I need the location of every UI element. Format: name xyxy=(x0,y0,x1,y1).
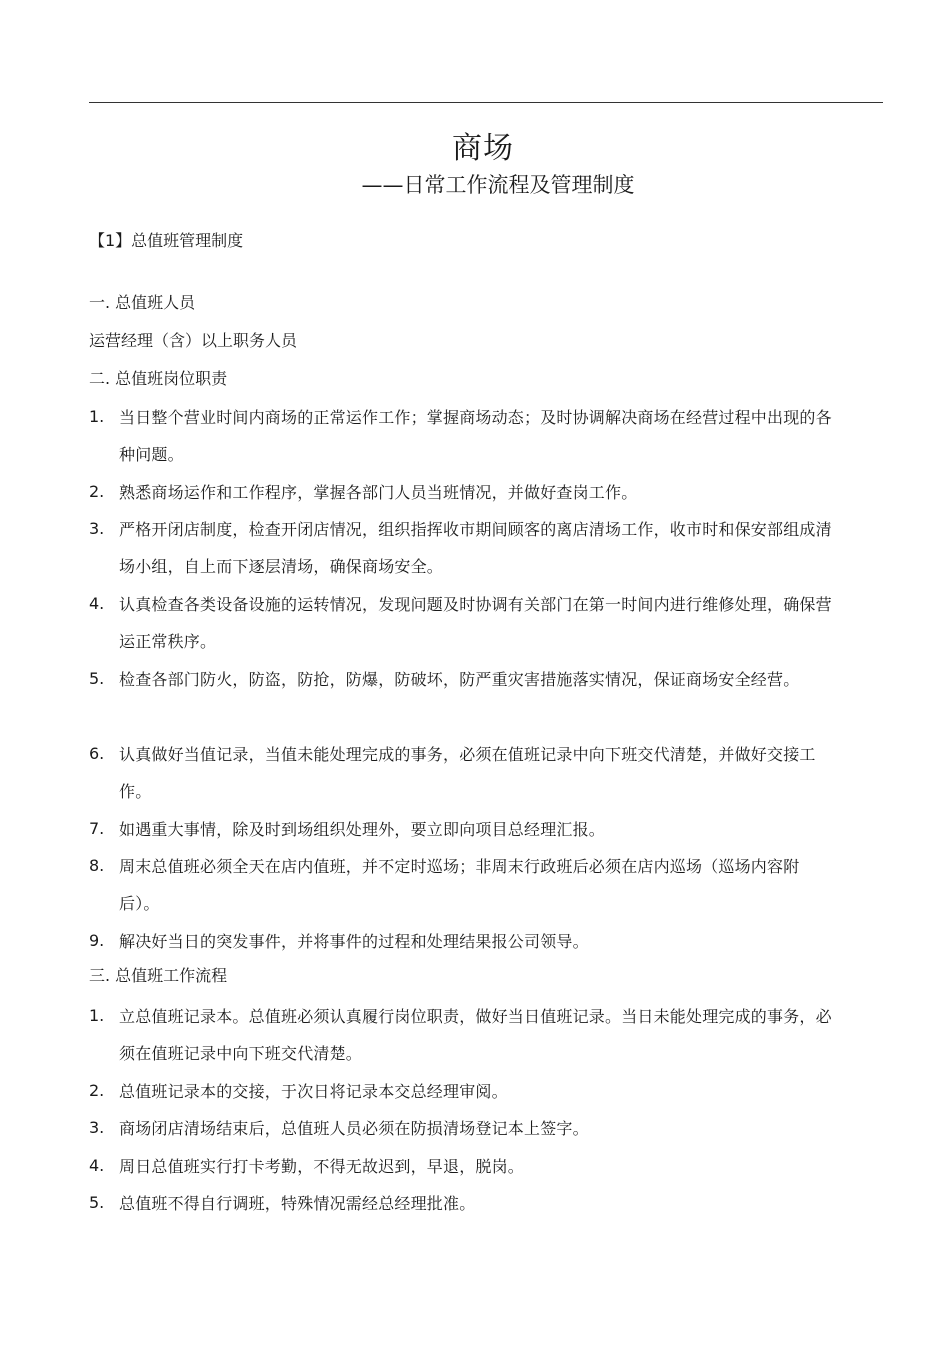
item-text: 当日整个营业时间内商场的正常运作工作；掌握商场动态；及时协调解决商场在经营过程中出现的各种问题。 xyxy=(119,408,832,464)
item-text: 严格开闭店制度，检查开闭店情况，组织指挥收市期间顾客的离店清场工作，收市时和保安部组成清场小组，自上而下逐层清场，确保商场安全。 xyxy=(119,520,832,576)
item-number: 1. xyxy=(89,407,105,426)
item-text: 周日总值班实行打卡考勤，不得无故迟到，早退，脱岗。 xyxy=(119,1157,525,1176)
duty-item xyxy=(89,929,849,960)
document-subtitle: ——日常工作流程及管理制度 xyxy=(361,173,635,197)
item-text: 如遇重大事情，除及时到场组织处理外，要立即向项目总经理汇报。 xyxy=(119,820,606,839)
part1-heading: 一. 总值班人员 xyxy=(89,293,196,312)
workflow-item xyxy=(89,1154,849,1185)
item-text: 认真检查各类设备设施的运转情况，发现问题及时协调有关部门在第一时间内进行维修处理，确保营运正常秩序。 xyxy=(119,595,832,651)
item-text: 熟悉商场运作和工作程序，掌握各部门人员当班情况，并做好查岗工作。 xyxy=(119,483,638,502)
item-number: 3. xyxy=(89,1118,105,1137)
item-text: 总值班记录本的交接，于次日将记录本交总经理审阅。 xyxy=(119,1082,508,1101)
part1-content: 运营经理（含）以上职务人员 xyxy=(89,331,298,350)
workflow-item xyxy=(89,1191,849,1222)
item-number: 2. xyxy=(89,1081,105,1100)
item-number: 8. xyxy=(89,856,105,875)
duty-item xyxy=(89,592,849,660)
duty-item xyxy=(89,517,849,585)
item-text: 检查各部门防火，防盗，防抢，防爆，防破坏，防严重灾害措施落实情况，保证商场安全经营。 xyxy=(119,670,800,689)
duty-item xyxy=(89,405,849,473)
item-number: 6. xyxy=(89,744,105,763)
item-number: 5. xyxy=(89,1193,105,1212)
duty-item xyxy=(89,480,849,511)
duty-item xyxy=(89,667,849,698)
duty-item xyxy=(89,817,849,848)
workflow-item xyxy=(89,1116,849,1147)
item-text: 总值班不得自行调班，特殊情况需经总经理批准。 xyxy=(119,1194,476,1213)
item-text: 认真做好当值记录，当值未能处理完成的事务，必须在值班记录中向下班交代清楚，并做好交接工作。 xyxy=(119,745,816,801)
item-number: 1. xyxy=(89,1006,105,1025)
item-text: 解决好当日的突发事件，并将事件的过程和处理结果报公司领导。 xyxy=(119,932,589,951)
item-text: 商场闭店清场结束后，总值班人员必须在防损清场登记本上签字。 xyxy=(119,1119,589,1138)
workflow-item xyxy=(89,1079,849,1110)
item-text: 立总值班记录本。总值班必须认真履行岗位职责，做好当日值班记录。当日未能处理完成的事务，必须在值班记录中向下班交代清楚。 xyxy=(119,1007,832,1063)
part2-heading: 二. 总值班岗位职责 xyxy=(89,369,228,388)
document-title: 商场 xyxy=(452,131,514,166)
duty-item xyxy=(89,854,849,922)
item-number: 2. xyxy=(89,482,105,501)
workflow-item xyxy=(89,1004,849,1072)
item-number: 9. xyxy=(89,931,105,950)
item-number: 3. xyxy=(89,519,105,538)
part3-heading: 三. 总值班工作流程 xyxy=(89,966,228,985)
item-number: 4. xyxy=(89,1156,105,1175)
section-heading: 【1】总值班管理制度 xyxy=(89,231,244,250)
item-number: 7. xyxy=(89,819,105,838)
item-number: 5. xyxy=(89,669,105,688)
item-text: 周末总值班必须全天在店内值班，并不定时巡场；非周末行政班后必须在店内巡场（巡场内容附后）。 xyxy=(119,857,800,913)
header-rule xyxy=(89,102,883,103)
item-number: 4. xyxy=(89,594,105,613)
duty-item xyxy=(89,742,849,810)
